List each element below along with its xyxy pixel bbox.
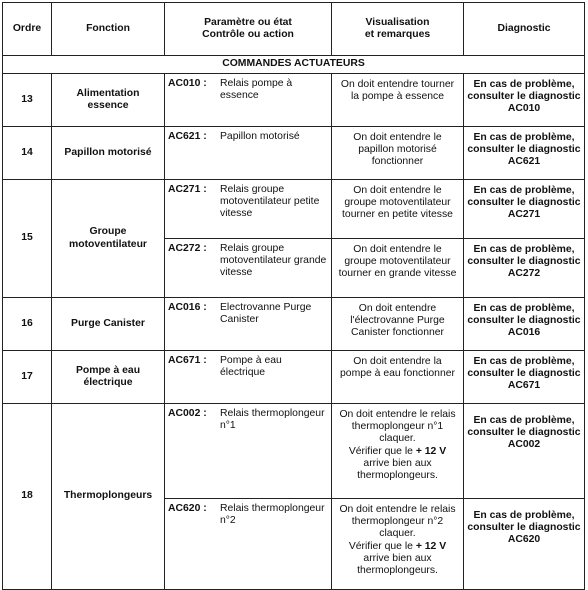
visualisation-cell: On doit entendre tourner la pompe à essence [332,74,464,127]
parametre-desc: Relais thermoplongeur n°1 [220,408,325,432]
diagnostic-text: En cas de problème, consulter le diagnostic AC620 [467,510,581,546]
parametre-code: AC271 : [168,184,207,195]
section-title: COMMANDES ACTUATEURS [3,56,585,74]
parametre-cell [165,404,332,499]
visualisation-cell: On doit entendre le groupe motoventilateur tourner en petite vitesse [332,180,464,239]
diagnostic-cell: En cas de problème, consulter le diagnostic AC272 [464,239,585,298]
fonction-cell: Groupe motoventilateur [52,180,165,298]
check-voltage: + 12 V [415,540,447,552]
diagnostic-cell: En cas de problème, consulter le diagnostic AC621 [464,127,585,180]
parametre-cell [165,351,332,404]
parametre-cell [165,74,332,127]
visualisation-cell: On doit entendre la pompe à eau fonctionner [332,351,464,404]
parametre-cell [165,180,332,239]
parametre-desc: Electrovanne Purge Canister [220,302,312,326]
header-visualisation [332,3,464,56]
header-parametre [165,3,332,56]
header-ordre: Ordre [3,3,52,56]
table-row [3,74,585,127]
parametre-code: AC010 : [168,78,207,89]
table-row [3,351,585,404]
header-parametre-line1: Paramètre ou état [204,16,292,28]
parametre-code: AC016 : [168,302,207,313]
diagnostic-cell: En cas de problème, consulter le diagnostic AC016 [464,298,585,351]
ordre-cell: 18 [3,404,52,590]
fonction-cell: Alimentation essence [52,74,165,127]
parametre-cell [165,298,332,351]
table-row [3,127,585,180]
header-parametre-line2: Contrôle ou action [202,29,294,40]
check-post: arrive bien aux thermoplongeurs. [357,552,438,577]
parametre-desc: Relais pompe à essence [220,78,293,102]
diagnostic-cell [464,404,585,499]
parametre-code: AC272 : [168,243,207,254]
parametre-desc: Relais groupe motoventilateur grande vitesse [220,243,327,279]
parametre-code: AC620 : [168,503,207,514]
table-row [3,298,585,351]
visualisation-check [338,446,457,483]
visualisation-cell: On doit entendre l'électrovanne Purge Canister fonctionner [332,298,464,351]
ordre-cell: 14 [3,127,52,180]
parametre-cell [165,239,332,298]
diagnostic-table [2,2,585,590]
diagnostic-text: En cas de problème, consulter le diagnostic AC002 [467,415,581,451]
parametre-cell [165,127,332,180]
parametre-desc: Relais groupe motoventilateur petite vitesse [220,184,320,220]
diagnostic-cell: En cas de problème, consulter le diagnostic AC010 [464,74,585,127]
section-row [3,56,585,74]
fonction-cell: Pompe à eau électrique [52,351,165,404]
table-row [3,180,585,239]
ordre-cell: 15 [3,180,52,298]
check-voltage: + 12 V [415,445,447,457]
fonction-cell: Papillon motorisé [52,127,165,180]
header-fonction: Fonction [52,3,165,56]
parametre-code: AC671 : [168,355,207,366]
visualisation-text: On doit entendre le relais thermoplongeur n°2 claquer. [339,504,456,540]
parametre-code: AC002 : [168,408,207,419]
header-diagnostic: Diagnostic [464,3,585,56]
fonction-cell: Thermoplongeurs [52,404,165,590]
table-row [3,404,585,499]
header-visualisation-line1: Visualisation [365,16,430,28]
check-pre: Vérifier que le [348,445,416,457]
visualisation-cell: On doit entendre le papillon motorisé fonctionner [332,127,464,180]
header-visualisation-line2: et remarques [364,29,431,40]
diagnostic-cell: En cas de problème, consulter le diagnostic AC271 [464,180,585,239]
check-pre: Vérifier que le [348,540,416,552]
fonction-cell: Purge Canister [52,298,165,351]
parametre-desc: Pompe à eau électrique [220,355,282,379]
diagnostic-table-container [2,2,584,590]
visualisation-check [338,541,457,578]
header-row [3,3,585,56]
visualisation-cell [332,404,464,499]
diagnostic-cell: En cas de problème, consulter le diagnostic AC671 [464,351,585,404]
ordre-cell: 17 [3,351,52,404]
ordre-cell: 13 [3,74,52,127]
ordre-cell: 16 [3,298,52,351]
parametre-desc: Papillon motorisé [220,131,300,142]
parametre-desc: Relais thermoplongeur n°2 [220,503,325,527]
visualisation-text: On doit entendre le relais thermoplongeur n°1 claquer. [339,409,456,445]
parametre-code: AC621 : [168,131,207,142]
check-post: arrive bien aux thermoplongeurs. [357,457,438,482]
visualisation-cell: On doit entendre le groupe motoventilateur tourner en grande vitesse [332,239,464,298]
